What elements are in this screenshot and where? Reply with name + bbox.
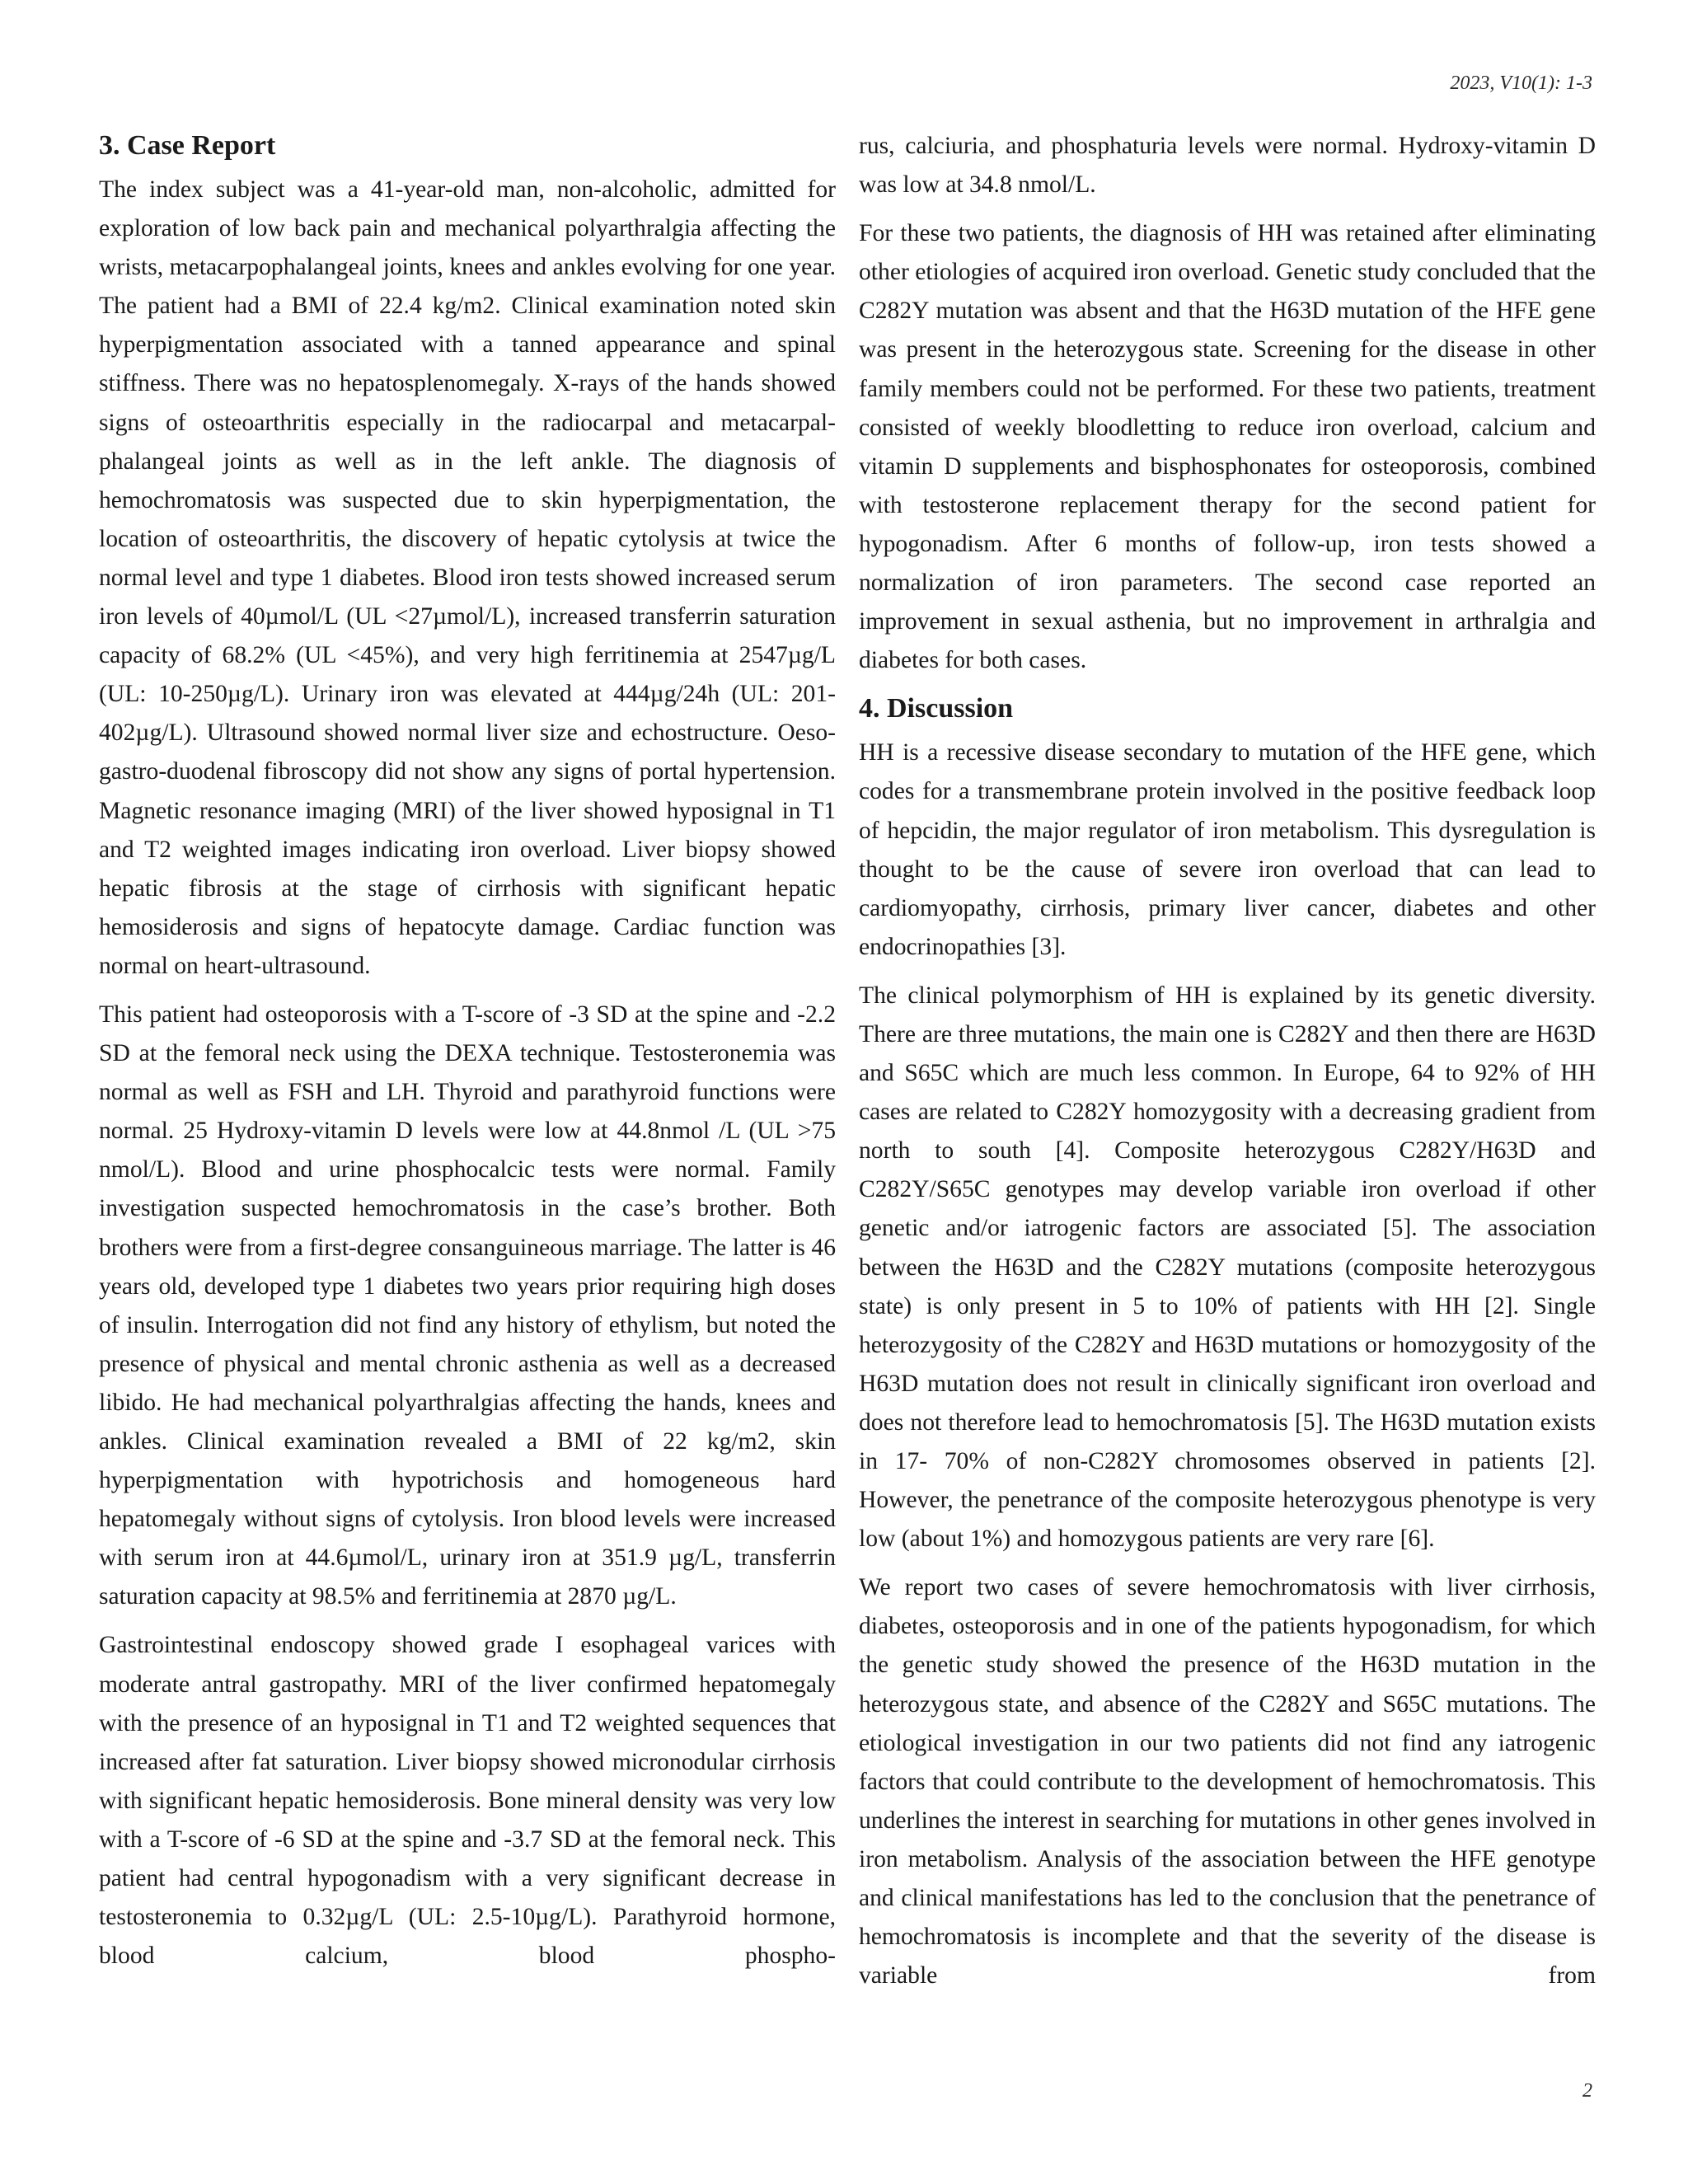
running-header-citation: 2023, V10(1): 1-3 [1450,73,1592,94]
right-column [859,127,1596,2005]
paragraph: This patient had osteoporosis with a T-score of -3 SD at the spine and -2.2 SD at the femoral neck using the DEXA technique. Testosteronemia was normal as well as FSH and LH. Thyroid and parathyroid functions were normal. 25 Hydroxy-vitamin D levels were low at 44.8nmol /L (UL >75 nmol/L). Blood and urine phosphocalcic tests were normal. Family investigation suspected hemochromatosis in the case’s brother. Both brothers were from a first-degree consanguineous marriage. The latter is 46 years old, developed type 1 diabetes two years prior requiring high doses of insulin. Interrogation did not find any history of ethylism, but noted the presence of physical and mental chronic asthenia as well as a decreased libido. He had mechanical polyarthralgias affecting the hands, knees and ankles. Clinical examination revealed a BMI of 22 kg/m2, skin hyperpigmentation with hypotrichosis and homogeneous hard hepatomegaly without signs of cytolysis. Iron blood levels were increased with serum iron at 44.6µmol/L, urinary iron at 351.9 µg/L, transferrin saturation capacity at 98.5% and ferritinemia at 2870 µg/L. [99,1001,836,1610]
page-number: 2 [1582,2080,1592,2102]
section-heading-case-report: 3. Case Report [99,130,276,161]
left-column [99,125,836,1985]
paragraph: For these two patients, the diagnosis of HH was retained after eliminating other etiologies of acquired iron overload. Genetic study concluded that the C282Y mutation was absent and that the H63D mutation of the HFE gene was present in the heterozygous state. Screening for the disease in other family members could not be performed. For these two patients, treatment consisted of weekly bloodletting to reduce iron overload, calcium and vitamin D supplements and bisphosphonates for osteoporosis, combined with testosterone replacement therapy for the second patient for hypogonadism. After 6 months of follow-up, iron tests showed a normalization of iron parameters. The second case reported an improvement in sexual asthenia, but no improvement in arthralgia and diabetes for both cases. [859,220,1596,674]
paragraph: We report two cases of severe hemochromatosis with liver cirrhosis, diabetes, osteoporosis and in one of the patients hypogonadism, for which the genetic study showed the presence of the H63D mutation in the heterozygous state, and absence of the C282Y and S65C mutations. The etiological investigation in our two patients did not find any iatrogenic factors that could contribute to the development of hemochromatosis. This underlines the interest in searching for mutations in other genes involved in iron metabolism. Analysis of the association between the HFE genotype and clinical manifestations has led to the conclusion that the penetrance of hemochromatosis is incomplete and that the severity of the disease is variable from [859,1574,1596,1990]
paragraph: Gastrointestinal endoscopy showed grade I esophageal varices with moderate antral gastropathy. MRI of the liver confirmed hepatomegaly with the presence of an hyposignal in T1 and T2 weighted sequences that increased after fat saturation. Liver biopsy showed micronodular cirrhosis with significant hepatic hemosiderosis. Bone mineral density was very low with a T-score of -6 SD at the spine and -3.7 SD at the femoral neck. This patient had central hypogonadism with a very significant decrease in testosteronemia to 0.32µg/L (UL: 2.5-10µg/L). Parathyroid hormone, blood calcium, blood phospho- [99,1632,836,1970]
paragraph: The index subject was a 41-year-old man, non-alcoholic, admitted for exploration of low back pain and mechanical polyarthralgia affecting the wrists, metacarpophalangeal joints, knees and ankles evolving for one year. The patient had a BMI of 22.4 kg/m2. Clinical examination noted skin hyperpigmentation associated with a tanned appearance and spinal stiffness. There was no hepatosplenomegaly. X-rays of the hands showed signs of osteoarthritis especially in the radiocarpal and metacarpal-phalangeal joints as well as in the left ankle. The diagnosis of hemochromatosis was suspected due to skin hyperpigmentation, the location of osteoarthritis, the discovery of hepatic cytolysis at twice the normal level and type 1 diabetes. Blood iron tests showed increased serum iron levels of 40µmol/L (UL <27µmol/L), increased transferrin saturation capacity of 68.2% (UL <45%), and very high ferritinemia at 2547µg/L (UL: 10-250µg/L). Urinary iron was elevated at 444µg/24h (UL: 201-402µg/L). Ultrasound showed normal liver size and echostructure. Oeso-gastro-duodenal fibroscopy did not show any signs of portal hypertension. Magnetic resonance imaging (MRI) of the liver showed hyposignal in T1 and T2 weighted images indicating iron overload. Liver biopsy showed hepatic fibrosis at the stage of cirrhosis with significant hepatic hemosiderosis and signs of hepatocyte damage. Cardiac function was normal on heart-ultrasound. [99,176,836,979]
paragraph: The clinical polymorphism of HH is explained by its genetic diversity. There are three mutations, the main one is C282Y and then there are H63D and S65C which are much less common. In Europe, 64 to 92% of HH cases are related to C282Y homozygosity with a decreasing gradient from north to south [4]. Composite heterozygous C282Y/H63D and C282Y/S65C genotypes may develop variable iron overload if other genetic and/or iatrogenic factors are associated [5]. The association between the H63D and the C282Y mutations (composite heterozygous state) is only present in 5 to 10% of patients with HH [2]. Single heterozygosity of the C282Y and H63D mutations or homozygosity of the H63D mutation does not result in clinically significant iron overload and does not therefore lead to hemochromatosis [5]. The H63D mutation exists in 17- 70% of non-C282Y chromosomes observed in patients [2]. However, the penetrance of the composite heterozygous phenotype is very low (about 1%) and homozygous patients are very rare [6]. [859,982,1596,1553]
paragraph: HH is a recessive disease secondary to mutation of the HFE gene, which codes for a transmembrane protein involved in the positive feedback loop of hepcidin, the major regulator of iron metabolism. This dysregulation is thought to be the cause of severe iron overload that can lead to cardiomyopathy, cirrhosis, primary liver cancer, diabetes and other endocrinopathies [3]. [859,739,1596,960]
paragraph: rus, calciuria, and phosphaturia levels were normal. Hydroxy-vitamin D was low at 34.8 nmol/L. [859,133,1596,199]
section-heading-discussion: 4. Discussion [859,693,1014,724]
